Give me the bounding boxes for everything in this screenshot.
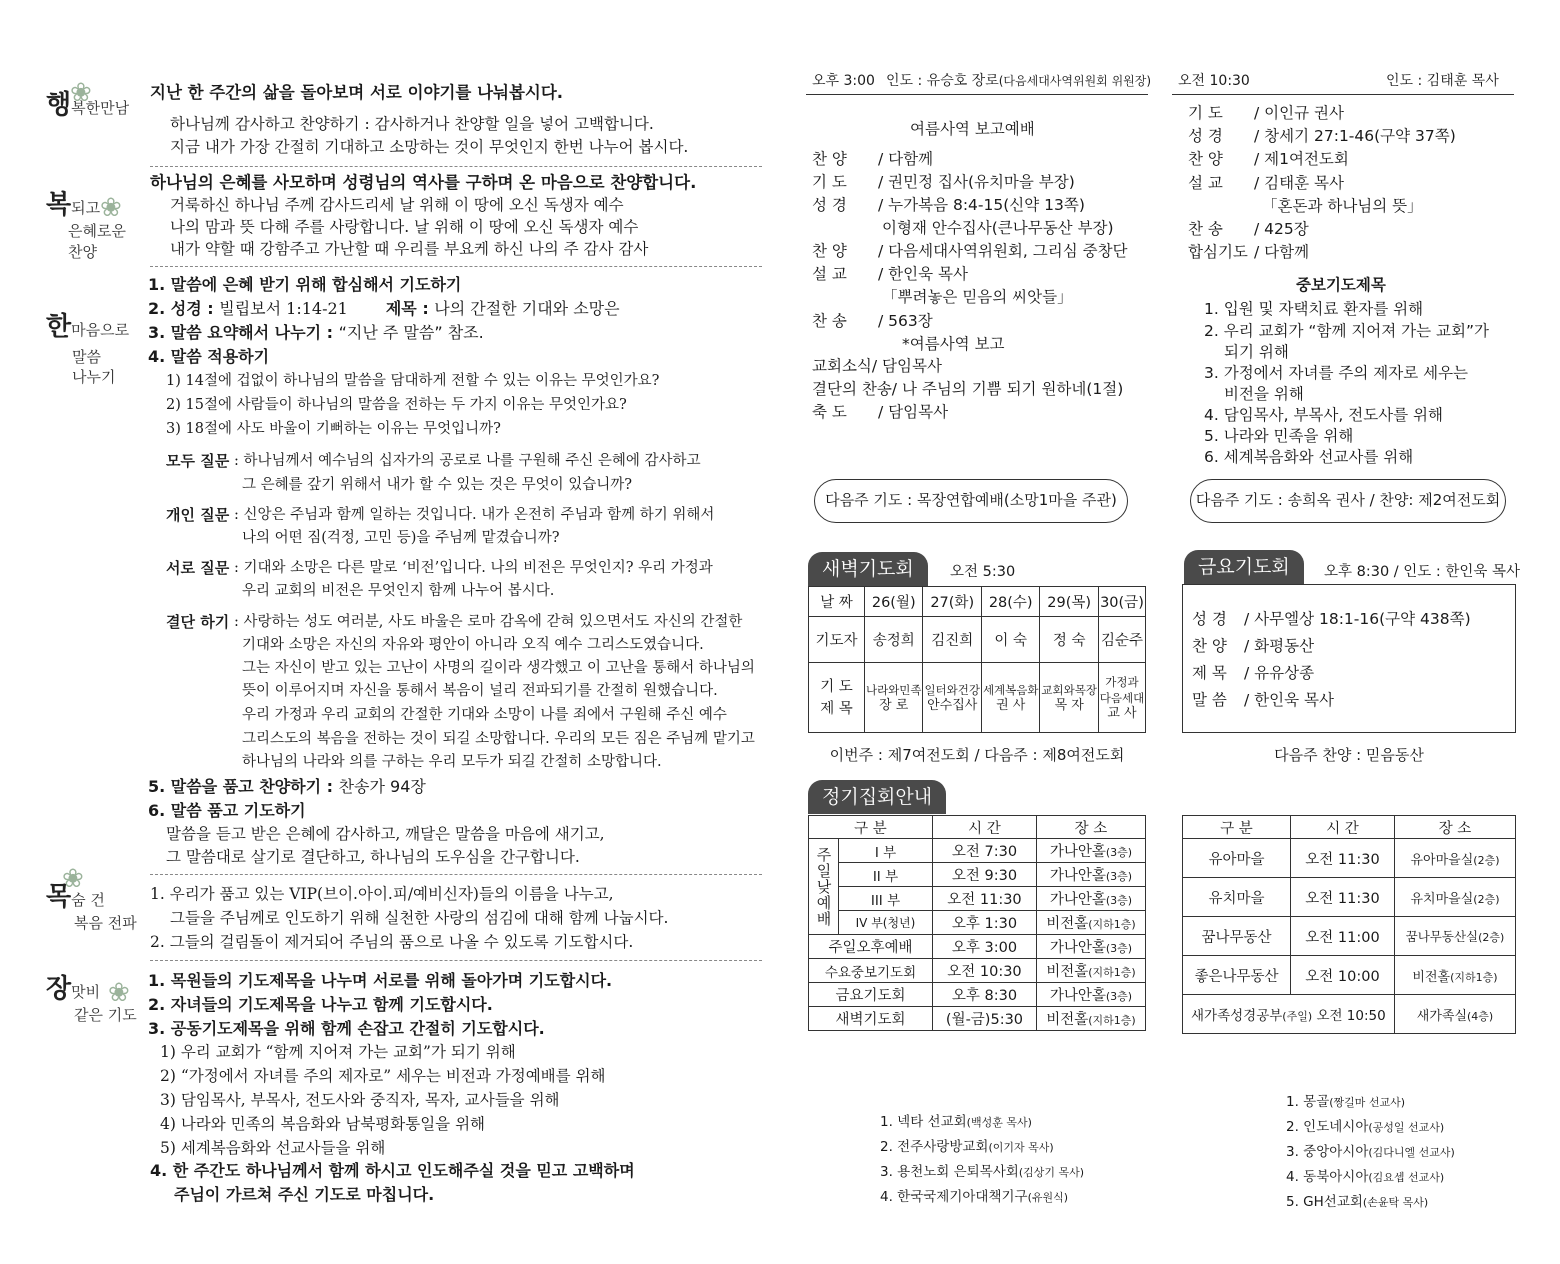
table-cell: 가나안홀(3층): [1036, 887, 1145, 911]
table-cell: 오후 8:30: [932, 983, 1036, 1007]
table-head: 26(월): [865, 587, 923, 617]
prayer-sub: 5) 세계복음화와 선교사들을 위해: [160, 1139, 386, 1157]
prayer-item: 6. 세계복음화와 선교사를 위해: [1204, 448, 1414, 466]
am-next-week: 다음주 기도 : 송희옥 권사 / 찬양: 제2여전도회: [1190, 479, 1506, 523]
prayer-step: 주님이 가르쳐 주신 기도로 마칩니다.: [174, 1185, 435, 1204]
mission-name: 4. 동북아시아: [1286, 1169, 1369, 1185]
order-value: *여름사역 보고: [902, 335, 1005, 353]
step-1: 1. 말씀에 은혜 받기 위해 합심해서 기도하기: [148, 275, 462, 294]
mission-who: (짱길마 선교사): [1329, 1096, 1406, 1109]
order-key: 찬 송: [812, 312, 847, 330]
section-label-1: 행복한만남: [46, 90, 130, 120]
step-2: 2. 성경 : 빌립보서 1:14-21 제목 : 나의 간절한 기대와 소망은: [148, 299, 620, 318]
table-cell: 교회와목장 목 자: [1040, 663, 1098, 733]
order-key: 찬 양: [1188, 150, 1223, 168]
dawn-note: 이번주 : 제7여전도회 / 다음주 : 제8여전도회: [829, 746, 1125, 764]
table-cell: 나라와민족 장 로: [865, 663, 923, 733]
divider: [150, 266, 762, 267]
table-cell: 새벽기도회: [809, 1007, 933, 1031]
resolution-label: 결단 하기: [166, 613, 230, 631]
section-label-5b: 같은 기도: [74, 1006, 137, 1024]
mission-name: 4. 한국국제기아대책기구: [880, 1189, 1028, 1205]
pm-title: 여름사역 보고예배: [910, 120, 1035, 138]
mission-name: 3. 중앙아시아: [1286, 1144, 1369, 1160]
order-value: / 담임목사: [878, 403, 949, 421]
prayer-sub: 1) 우리 교회가 “함께 지어져 가는 교회”가 되기 위해: [160, 1043, 516, 1061]
individual-question-label: 개인 질문: [166, 506, 230, 524]
section-label-4b: 복음 전파: [74, 914, 137, 932]
section-1-lead: 지난 한 주간의 삶을 돌아보며 서로 이야기를 나눠봅시다.: [150, 83, 564, 102]
section-label-4: 목숨 건: [46, 882, 105, 912]
order-key: 성 경: [812, 196, 847, 214]
table-cell: 오전 9:30: [932, 863, 1036, 887]
section-label-2c: 찬양: [68, 243, 97, 261]
leaf-icon: ❀: [70, 78, 92, 108]
mission-who: (공성일 선교사): [1368, 1121, 1445, 1134]
order-row: [812, 240, 1128, 262]
table-cell: 수요중보기도회: [809, 959, 933, 983]
order-row: [812, 401, 948, 423]
mission-who: (김요셉 선교사): [1368, 1171, 1445, 1184]
divider: [150, 166, 762, 167]
table-cell: 오전 10:30: [932, 959, 1036, 983]
table-cell: 꿈나무동산: [1183, 917, 1291, 956]
order-row: [1192, 635, 1314, 657]
pm-time: 오후 3:00: [812, 73, 875, 89]
table-head: 날 짜: [809, 587, 865, 617]
order-key: 찬 양: [1192, 637, 1227, 655]
mission-item: [1286, 1115, 1444, 1140]
order-value: / 나 주님의 기쁨 되기 원하네(1절): [891, 380, 1124, 398]
sunday-label: [809, 839, 839, 935]
meetings-table: [808, 815, 1146, 1031]
table-cell: 오전 7:30: [932, 839, 1036, 863]
order-key: 찬 양: [812, 150, 847, 168]
order-value: / 권민정 집사(유치마을 부장): [878, 173, 1075, 191]
table-head: 30(금): [1098, 587, 1145, 617]
table-cell: 가정과 다음세대 교 사: [1098, 663, 1145, 733]
prayer-step: 3. 공동기도제목을 위해 함께 손잡고 간절히 기도합시다.: [148, 1019, 545, 1038]
am-leader: 인도 : 김태훈 목사: [1386, 73, 1499, 89]
mission-item: [880, 1110, 1032, 1135]
am-time: 오전 10:30: [1178, 73, 1250, 89]
section-label-2: 복되고: [46, 190, 101, 220]
order-key: 결단의 찬송: [812, 380, 892, 398]
mission-name: 1. 넥타 선교회: [880, 1114, 967, 1130]
individual-question-text: 나의 어떤 짐(걱정, 고민 등)을 주님께 맡겼습니까?: [242, 530, 560, 546]
order-value: / 제1여전도회: [1254, 150, 1349, 168]
order-row: [812, 148, 933, 170]
table-cell: 오전 10:00: [1291, 956, 1395, 995]
table-head: 시 간: [932, 816, 1036, 839]
prayer-item: 3. 가정에서 자녀를 주의 제자로 세우는: [1204, 364, 1469, 382]
order-value: / 한인욱 목사: [1244, 691, 1334, 709]
table-cell: 송정희: [865, 617, 923, 663]
order-row: [812, 378, 1123, 400]
table-cell: IV 부(청년): [839, 911, 933, 935]
order-row: [812, 194, 1085, 216]
table-cell: 오전 11:00: [1291, 917, 1395, 956]
prayer-item: 되기 위해: [1224, 343, 1289, 361]
dawn-table: [808, 586, 1146, 733]
mission-who: (김다니엘 선교사): [1368, 1146, 1455, 1159]
order-value: / 563장: [878, 312, 933, 330]
resolution-text: 그는 자신이 받고 있는 고난이 사명의 길이라 생각했고 이 고난을 통해서 하나님의: [242, 660, 755, 676]
order-row: [1188, 125, 1456, 147]
evangelism-line: 그들을 주님께로 인도하기 위해 실천한 사랑의 섬김에 대해 함께 나눕시다.: [170, 909, 669, 927]
leaf-icon: ❀: [62, 864, 84, 894]
order-row: [812, 355, 942, 377]
hymn-line: 내가 약할 때 강함주고 가난할 때 우리를 부요케 하신 나의 주 감사 감사: [170, 240, 649, 258]
order-value: / 김태훈 목사: [1254, 174, 1344, 192]
table-cell: I 부: [839, 839, 933, 863]
table-cell: 유치마을: [1183, 878, 1291, 917]
table-cell: 꿈나무동산실(2층): [1395, 917, 1516, 956]
resolution-text: 하나님의 나라와 의를 구하는 우리 모두가 되길 간절히 소망합니다.: [242, 754, 662, 770]
table-cell: 가나안홀(3층): [1036, 935, 1145, 959]
mission-who: (유원식): [1027, 1191, 1069, 1204]
table-cell: 세계복음화 권 사: [981, 663, 1039, 733]
table-cell: II 부: [839, 863, 933, 887]
all-question-text: : 하나님께서 예수님의 십자가의 공로로 나를 구원해 주신 은혜에 감사하고: [234, 453, 701, 469]
order-row: [812, 263, 968, 285]
mission-name: 3. 용천노회 은퇴목사회: [880, 1164, 1019, 1180]
order-row: [1192, 608, 1471, 630]
order-value: / 425장: [1254, 220, 1309, 238]
table-cell: 김순주: [1098, 617, 1145, 663]
order-value: / 한인욱 목사: [878, 265, 968, 283]
order-value: / 창세기 27:1-46(구약 37쪽): [1254, 127, 1456, 145]
prayer-sub: 2) “가정에서 자녀를 주의 제자로” 세우는 비전과 가정예배를 위해: [160, 1067, 606, 1085]
prayer-item: 4. 담임목사, 부목사, 전도사를 위해: [1204, 406, 1444, 424]
mission-item: [880, 1135, 1054, 1160]
step-6: 6. 말씀 품고 기도하기: [148, 801, 306, 820]
header-rule: [806, 94, 1148, 95]
section-label-3: 한마음으로: [46, 312, 130, 342]
order-value: / 누가복음 8:4-15(신약 13쪽): [878, 196, 1085, 214]
section-2-lead: 하나님의 은혜를 사모하며 성령님의 역사를 구하며 온 마음으로 찬양합니다.: [150, 173, 697, 192]
table-cell: 오전 11:30: [1291, 839, 1395, 878]
friday-tab: 금요기도회: [1184, 550, 1304, 584]
divider: [150, 960, 762, 961]
resolution-text: 우리 가정과 우리 교회의 간절한 기대와 소망이 나를 죄에서 구원해 주신 예수: [242, 707, 727, 723]
mission-who: (이기자 목사): [988, 1141, 1054, 1154]
table-cell: 유치마을실(2층): [1395, 878, 1516, 917]
table-head: 29(목): [1040, 587, 1098, 617]
order-key: 성 경: [1188, 127, 1223, 145]
mission-name: 1. 몽골: [1286, 1094, 1330, 1110]
section-label-3b: 말씀: [72, 348, 101, 366]
order-row: [812, 217, 1114, 239]
question: 3) 18절에 사도 바울이 기뻐하는 이유는 무엇입니까?: [166, 421, 501, 437]
order-key: 기 도: [1188, 104, 1223, 122]
prayer-list-title: 중보기도제목: [1296, 276, 1386, 294]
prayer-step: 1. 목원들의 기도제목을 나누며 서로를 위해 돌아가며 기도합시다.: [148, 971, 613, 990]
individual-question-text: : 신앙은 주님과 함께 일하는 것입니다. 내가 온전히 주님과 함께 하기 위해서: [234, 507, 715, 523]
mission-name: 5. GH선교회: [1286, 1194, 1363, 1210]
table-cell: 유아마을: [1183, 839, 1291, 878]
header-rule: [1172, 94, 1514, 95]
table-cell: 김진희: [923, 617, 981, 663]
table-cell: 이 숙: [981, 617, 1039, 663]
order-value: / 유유상종: [1244, 664, 1315, 682]
prayer-sub: 3) 담임목사, 부목사, 전도사와 중직자, 목자, 교사들을 위해: [160, 1091, 560, 1109]
order-row: [1188, 241, 1309, 263]
table-cell: 새가족성경공부(주일) 오전 10:50: [1183, 995, 1395, 1034]
table-cell: 금요기도회: [809, 983, 933, 1007]
order-row: [1192, 662, 1314, 684]
table-cell: 가나안홀(3층): [1036, 839, 1145, 863]
step-5: 5. 말씀을 품고 찬양하기 : 찬송가 94장: [148, 777, 426, 796]
friday-note: 다음주 찬양 : 믿음동산: [1274, 746, 1424, 764]
order-value: / 이인규 권사: [1254, 104, 1344, 122]
section-label-5: 장맛비: [46, 974, 101, 1004]
step-6-line: 그 말씀대로 살기로 결단하고, 하나님의 도우심을 간구합니다.: [166, 848, 580, 866]
all-question-text: 그 은혜를 갚기 위해서 내가 할 수 있는 것은 무엇이 있습니까?: [242, 477, 633, 493]
section-1-line: 하나님께 감사하고 찬양하기 : 감사하거나 찬양할 일을 넣어 고백합니다.: [170, 115, 654, 133]
section-label-3c: 나누기: [72, 368, 116, 386]
table-cell: 가나안홀(3층): [1036, 863, 1145, 887]
table-head: 시 간: [1291, 816, 1395, 839]
order-row: [812, 286, 1073, 308]
table-cell: 오후 1:30: [932, 911, 1036, 935]
question: 1) 14절에 겁없이 하나님의 말씀을 담대하게 전할 수 있는 이유는 무엇인가요?: [166, 373, 660, 389]
order-key: 설 교: [812, 265, 847, 283]
pm-leader: 인도 : 유승호 장로(다음세대사역위원회 위원장): [886, 73, 1152, 89]
table-head: 구 분: [809, 816, 933, 839]
order-value: / 다함께: [878, 150, 934, 168]
order-value: / 담임목사: [871, 357, 942, 375]
table-cell: 새가족실(4층): [1395, 995, 1516, 1034]
order-row: [1188, 102, 1344, 124]
table-cell: 비전홀(지하1층): [1036, 959, 1145, 983]
table-cell: III 부: [839, 887, 933, 911]
table-head: 장 소: [1395, 816, 1516, 839]
table-cell: 일터와건강 안수집사: [923, 663, 981, 733]
step-3: 3. 말씀 요약해서 나누기 : “지난 주 말씀” 참조.: [148, 323, 484, 342]
meetings-tab: 정기집회안내: [808, 780, 946, 814]
order-key: 축 도: [812, 403, 847, 421]
table-cell: 정 숙: [1040, 617, 1098, 663]
leaf-icon: ❀: [108, 978, 130, 1008]
order-row: [1188, 148, 1349, 170]
mission-who: (손윤탁 목사): [1362, 1196, 1429, 1209]
order-row: [1188, 172, 1344, 194]
mission-item: [1286, 1140, 1455, 1165]
table-cell: 오전 11:30: [932, 887, 1036, 911]
dawn-tab: 새벽기도회: [808, 552, 928, 586]
order-value: / 다함께: [1254, 243, 1310, 261]
hymn-line: 거룩하신 하나님 주께 감사드리세 날 위해 이 땅에 오신 독생자 예수: [170, 196, 624, 214]
table-cell: 기 도 제 목: [809, 663, 865, 733]
mutual-question-label: 서로 질문: [166, 559, 230, 577]
mission-who: (백성훈 목사): [966, 1116, 1032, 1129]
order-key: 말 씀: [1192, 691, 1227, 709]
hymn-line: 나의 맘과 뜻 다해 주를 사랑합니다. 날 위해 이 땅에 오신 독생자 예수: [170, 218, 639, 236]
step-6-line: 말씀을 듣고 받은 은혜에 감사하고, 깨달은 말씀을 마음에 새기고,: [166, 825, 605, 843]
divider: [150, 874, 762, 875]
order-key: 찬 송: [1188, 220, 1223, 238]
order-value: / 사무엘상 18:1-16(구약 438쪽): [1244, 610, 1471, 628]
departments-table: [1182, 815, 1516, 1034]
order-value: 「뿌려놓은 믿음의 씨앗들」: [882, 288, 1073, 306]
prayer-step: 4. 한 주간도 하나님께서 함께 하시고 인도해주실 것을 믿고 고백하며: [150, 1161, 635, 1180]
prayer-item: 1. 입원 및 자택치료 환자를 위해: [1204, 300, 1424, 318]
order-key: 찬 양: [812, 242, 847, 260]
order-value: 「혼돈과 하나님의 뜻」: [1262, 197, 1423, 215]
resolution-text: 뜻이 이루어지며 자신을 통해서 복음이 널리 전파되기를 간절히 원했습니다.: [242, 683, 718, 699]
order-key: 기 도: [812, 173, 847, 191]
order-key: 제 목: [1192, 664, 1227, 682]
table-cell: 좋은나무동산: [1183, 956, 1291, 995]
prayer-item: 2. 우리 교회가 “함께 지어져 가는 교회”가: [1204, 322, 1490, 340]
order-row: [812, 333, 1005, 355]
leaf-icon: ❀: [100, 193, 122, 223]
order-value: / 화평동산: [1244, 637, 1315, 655]
order-row: [812, 310, 933, 332]
mutual-question-text: 우리 교회의 비전은 무엇인지 함께 나누어 봅시다.: [242, 583, 555, 599]
mission-item: [1286, 1090, 1405, 1115]
table-head: 28(수): [981, 587, 1039, 617]
friday-info: 오후 8:30 / 인도 : 한인욱 목사: [1324, 564, 1521, 580]
order-value: 이형재 안수집사(큰나무동산 부장): [882, 219, 1114, 237]
order-key: 설 교: [1188, 174, 1223, 192]
section-label-2b: 은혜로운: [68, 222, 126, 240]
sunday-label-text: 주일낮예배: [814, 846, 833, 927]
table-cell: 오후 3:00: [932, 935, 1036, 959]
table-cell: 주일오후예배: [809, 935, 933, 959]
section-1-line: 지금 내가 가장 간절히 기대하고 소망하는 것이 무엇인지 한번 나누어 봅시다.: [170, 138, 689, 156]
mission-who: (김상기 목사): [1018, 1166, 1085, 1179]
order-row: [812, 171, 1075, 193]
table-head: 장 소: [1036, 816, 1145, 839]
evangelism-line: 1. 우리가 품고 있는 VIP(브이.아이.피/예비신자)들의 이름을 나누고,: [150, 885, 614, 903]
mission-item: [880, 1185, 1068, 1210]
table-cell: (월-금)5:30: [932, 1007, 1036, 1031]
table-cell: 기도자: [809, 617, 865, 663]
mission-name: 2. 인도네시아: [1286, 1119, 1369, 1135]
prayer-item: 비전을 위해: [1224, 385, 1304, 403]
order-key: 교회소식: [812, 357, 872, 375]
resolution-text: 기대와 소망은 자신의 자유와 평안이 아니라 오직 예수 그리스도였습니다.: [242, 637, 704, 653]
order-row: [1188, 218, 1309, 240]
pm-next-week: 다음주 기도 : 목장연합예배(소망1마을 주관): [814, 479, 1128, 523]
resolution-text: 그리스도의 복음을 전하는 것이 되길 소망합니다. 우리의 모든 짐은 주님께 맡기고: [242, 731, 755, 747]
prayer-item: 5. 나라와 민족을 위해: [1204, 427, 1354, 445]
table-head: 구 분: [1183, 816, 1291, 839]
evangelism-line: 2. 그들의 걸림돌이 제거되어 주님의 품으로 나올 수 있도록 기도합시다.: [150, 933, 634, 951]
table-head: 27(화): [923, 587, 981, 617]
table-cell: 오전 11:30: [1291, 878, 1395, 917]
order-row: [1188, 195, 1423, 217]
table-cell: 비전홀(지하1층): [1395, 956, 1516, 995]
table-cell: 유아마을실(2층): [1395, 839, 1516, 878]
prayer-step: 2. 자녀들의 기도제목을 나누고 함께 기도합시다.: [148, 995, 493, 1014]
step-4: 4. 말씀 적용하기: [148, 347, 270, 366]
table-cell: 비전홀(지하1층): [1036, 1007, 1145, 1031]
mission-item: [1286, 1190, 1428, 1215]
order-value: / 다음세대사역위원회, 그리심 중창단: [878, 242, 1128, 260]
all-question-label: 모두 질문: [166, 452, 230, 470]
table-cell: 가나안홀(3층): [1036, 983, 1145, 1007]
mission-item: [1286, 1165, 1444, 1190]
order-key: 성 경: [1192, 610, 1227, 628]
mutual-question-text: : 기대와 소망은 다른 말로 ‘비전’입니다. 나의 비전은 무엇인지? 우리 가정과: [234, 560, 713, 576]
order-row: [1192, 689, 1334, 711]
question: 2) 15절에 사람들이 하나님의 말씀을 전하는 두 가지 이유는 무엇인가요?: [166, 397, 627, 413]
resolution-text: : 사랑하는 성도 여러분, 사도 바울은 로마 감옥에 갇혀 있으면서도 자신의 간절한: [234, 614, 743, 630]
mission-item: [880, 1160, 1084, 1185]
order-key: 합심기도: [1188, 243, 1248, 261]
table-cell: 비전홀(지하1층): [1036, 911, 1145, 935]
prayer-sub: 4) 나라와 민족의 복음화와 남북평화통일을 위해: [160, 1115, 486, 1133]
dawn-time: 오전 5:30: [950, 564, 1016, 580]
mission-name: 2. 전주사랑방교회: [880, 1139, 989, 1155]
